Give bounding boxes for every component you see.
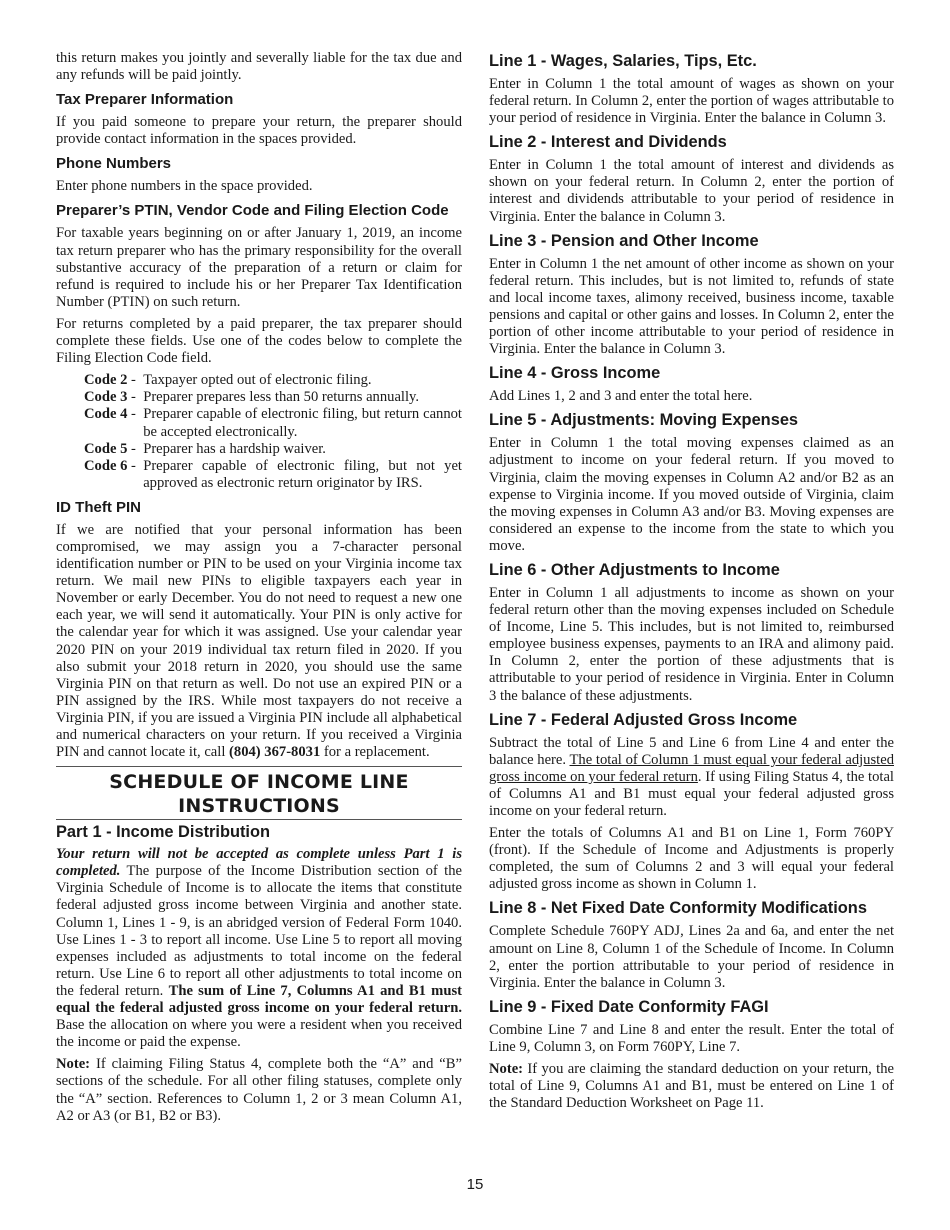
phone-numbers-text: Enter phone numbers in the space provided. [56, 178, 313, 195]
line1-text: Enter in Column 1 the total amount of wages as shown on your federal return. In Column 2, enter the portion of wages attributable to your period of residence in Virginia. Enter the balance in Column 3. [489, 76, 894, 127]
code-item: Code 6 - Preparer capable of electronic filing, but not yet approved as electronic return originator by IRS. [84, 457, 462, 491]
line5-text: Enter in Column 1 the total moving expenses claimed as an adjustment to income on your federal return. If you moved to Virginia, claim the moving expenses in Column A2 and/or B2 as an expense to Virginia income. If you moved outside of Virginia, claim the moving expenses in Column A3 and/or B3. Moving expenses are considered an expense to the income from the state to which you move. [489, 435, 894, 554]
filing-election-codes [84, 372, 462, 492]
part1-text: Your return will not be accepted as complete unless Part 1 is completed. The purpose of the Income Distribution section of the Virginia Schedule of Income is to allocate the items that constitute federal adjusted gross income between Virginia and another state. Column 1, Lines 1 - 9, is an abridged version of Federal Form 1040. Use Lines 1 - 3 to report all income. Use Line 5 to report all moving expenses included as adjustments to total income on the federal return. Use Line 6 to report all other adjustments to total income on the federal return. The sum of Line 7, Columns A1 and B1 must equal the federal adjusted gross income on your federal return. Base the allocation on where you were a resident when you received the income or paid the expense. [56, 846, 462, 1051]
intro-text: this return makes you jointly and severally liable for the tax due and any refunds will be paid jointly. [56, 50, 462, 84]
line9-note: Note: If you are claiming the standard deduction on your return, the total of Line 9, Columns A1 and B1, must be entered on Line 1 of the Standard Deduction Worksheet on Page 11. [489, 1061, 894, 1112]
code-item: Code 5 - Preparer has a hardship waiver. [84, 440, 326, 457]
ptin-paragraph-2: For returns completed by a paid preparer, the tax preparer should complete these fields. Use one of the codes below to complete the Filing Election Code field. [56, 315, 462, 367]
tax-preparer-text: If you paid someone to prepare your return, the preparer should provide contact information in the spaces provided. [56, 114, 462, 148]
ptin-paragraph-1: For taxable years beginning on or after January 1, 2019, an income tax return preparer who has the primary responsibility for the overall substantive accuracy of the preparation of a return or claim for refund is required to include his or her Preparer Tax Identification Number (PTIN) on such return. [56, 225, 462, 310]
code-item: Code 4 - Preparer capable of electronic filing, but return cannot be accepted electronically. [84, 406, 462, 440]
schedule-title: SCHEDULE OF INCOME LINE INSTRUCTIONS [56, 766, 462, 820]
line3-heading: Line 3 - Pension and Other Income [489, 231, 759, 250]
id-theft-heading: ID Theft PIN [56, 498, 141, 516]
part1-heading: Part 1 - Income Distribution [56, 823, 271, 842]
line7-text-2: Enter the totals of Columns A1 and B1 on Line 1, Form 760PY (front). If the Schedule of Income and Adjustments is properly completed, the sum of Columns 2 and 3 will equal your federal adjusted gross income as shown in Column 1. [489, 825, 894, 893]
line5-heading: Line 5 - Adjustments: Moving Expenses [489, 411, 799, 430]
line9-heading: Line 9 - Fixed Date Conformity FAGI [489, 997, 769, 1016]
left-column [56, 50, 462, 1130]
line2-heading: Line 2 - Interest and Dividends [489, 133, 727, 152]
line8-text: Complete Schedule 760PY ADJ, Lines 2a and 6a, and enter the net amount on Line 8, Column 1 of the Schedule of Income. In Column 2, enter the portion attributable to your period of residence in Virginia. Enter the balance in Column 3. [489, 923, 894, 991]
line4-text: Add Lines 1, 2 and 3 and enter the total here. [489, 388, 753, 405]
pin-phone-number: (804) 367-8031 [229, 744, 321, 761]
line2-text: Enter in Column 1 the total amount of interest and dividends as shown on your federal return. In Column 2, enter the portion of interest and dividends attributable to your period of residence in Virginia. Enter the balance in Column 3. [489, 157, 894, 225]
line7-text: Subtract the total of Line 5 and Line 6 from Line 4 and enter the balance here. The total of Column 1 must equal your federal adjusted gross income on your federal return. If using Filing Status 4, the total of Columns A1 and B1 must equal your federal adjusted gross income on your federal return. [489, 734, 894, 819]
right-column [489, 50, 894, 1117]
line8-heading: Line 8 - Net Fixed Date Conformity Modifications [489, 899, 867, 918]
phone-numbers-heading: Phone Numbers [56, 155, 172, 173]
line1-heading: Line 1 - Wages, Salaries, Tips, Etc. [489, 52, 757, 70]
page-number: 15 [466, 1176, 484, 1193]
line9-text: Combine Line 7 and Line 8 and enter the result. Enter the total of Line 9, Column 3, on Form 760PY, Line 7. [489, 1021, 894, 1055]
code-item: Code 2 - Taxpayer opted out of electronic filing. [84, 372, 372, 389]
ptin-heading: Preparer’s PTIN, Vendor Code and Filing Election Code [56, 202, 449, 220]
line3-text: Enter in Column 1 the net amount of other income as shown on your federal return. This includes, but is not limited to, refunds of state and local income taxes, alimony received, business income, taxable pensions and capital or other gains and losses. In Column 2, enter the portion of other income attributable to your period of residence in Virginia. Enter the balance in Column 3. [489, 255, 894, 358]
line6-heading: Line 6 - Other Adjustments to Income [489, 560, 780, 579]
part1-note: Note: If claiming Filing Status 4, complete both the “A” and “B” sections of the schedule. For all other filing statuses, complete only the “A” section. References to Column 1, 2 or 3 mean Column A1, A2 or A3 (or B1, B2 or B3). [56, 1056, 462, 1124]
code-item: Code 3 - Preparer prepares less than 50 returns annually. [84, 389, 420, 406]
line4-heading: Line 4 - Gross Income [489, 364, 661, 383]
id-theft-text: If we are notified that your personal information has been compromised, we may assign you a 7-character personal identification number or PIN to be used on your Virginia income tax return. We mail new PINs to eligible taxpayers each year in November or early December. You do not need to request a new one each year, we will send it automatically. Your PIN is only active for the calendar year for which it was assigned. Use your calendar year 2020 PIN on your 2019 individual tax return filed in 2020. If you also submit your 2018 return in 2020, you should use the same Virginia PIN on that return as well. Do not use an expired PIN or a PIN assigned by the IRS. While most taxpayers do not receive a Virginia PIN, if you are issued a Virginia PIN include all alphabetical and numerical characters on your return. If you received a Virginia PIN and cannot locate it, call (804) 367-8031 for a replacement. [56, 521, 462, 761]
line6-text: Enter in Column 1 all adjustments to income as shown on your federal return other than the moving expenses included on Schedule of Income, Line 5. This includes, but is not limited to, reimbursed employee business expenses, payments to an IRA and alimony paid. In Column 2, enter the portion of these adjustments that is attributable to your period of residence in Virginia. Enter in Column 3 the balance of these adjustments. [489, 584, 894, 704]
tax-preparer-heading: Tax Preparer Information [56, 91, 234, 109]
line7-heading: Line 7 - Federal Adjusted Gross Income [489, 710, 798, 729]
